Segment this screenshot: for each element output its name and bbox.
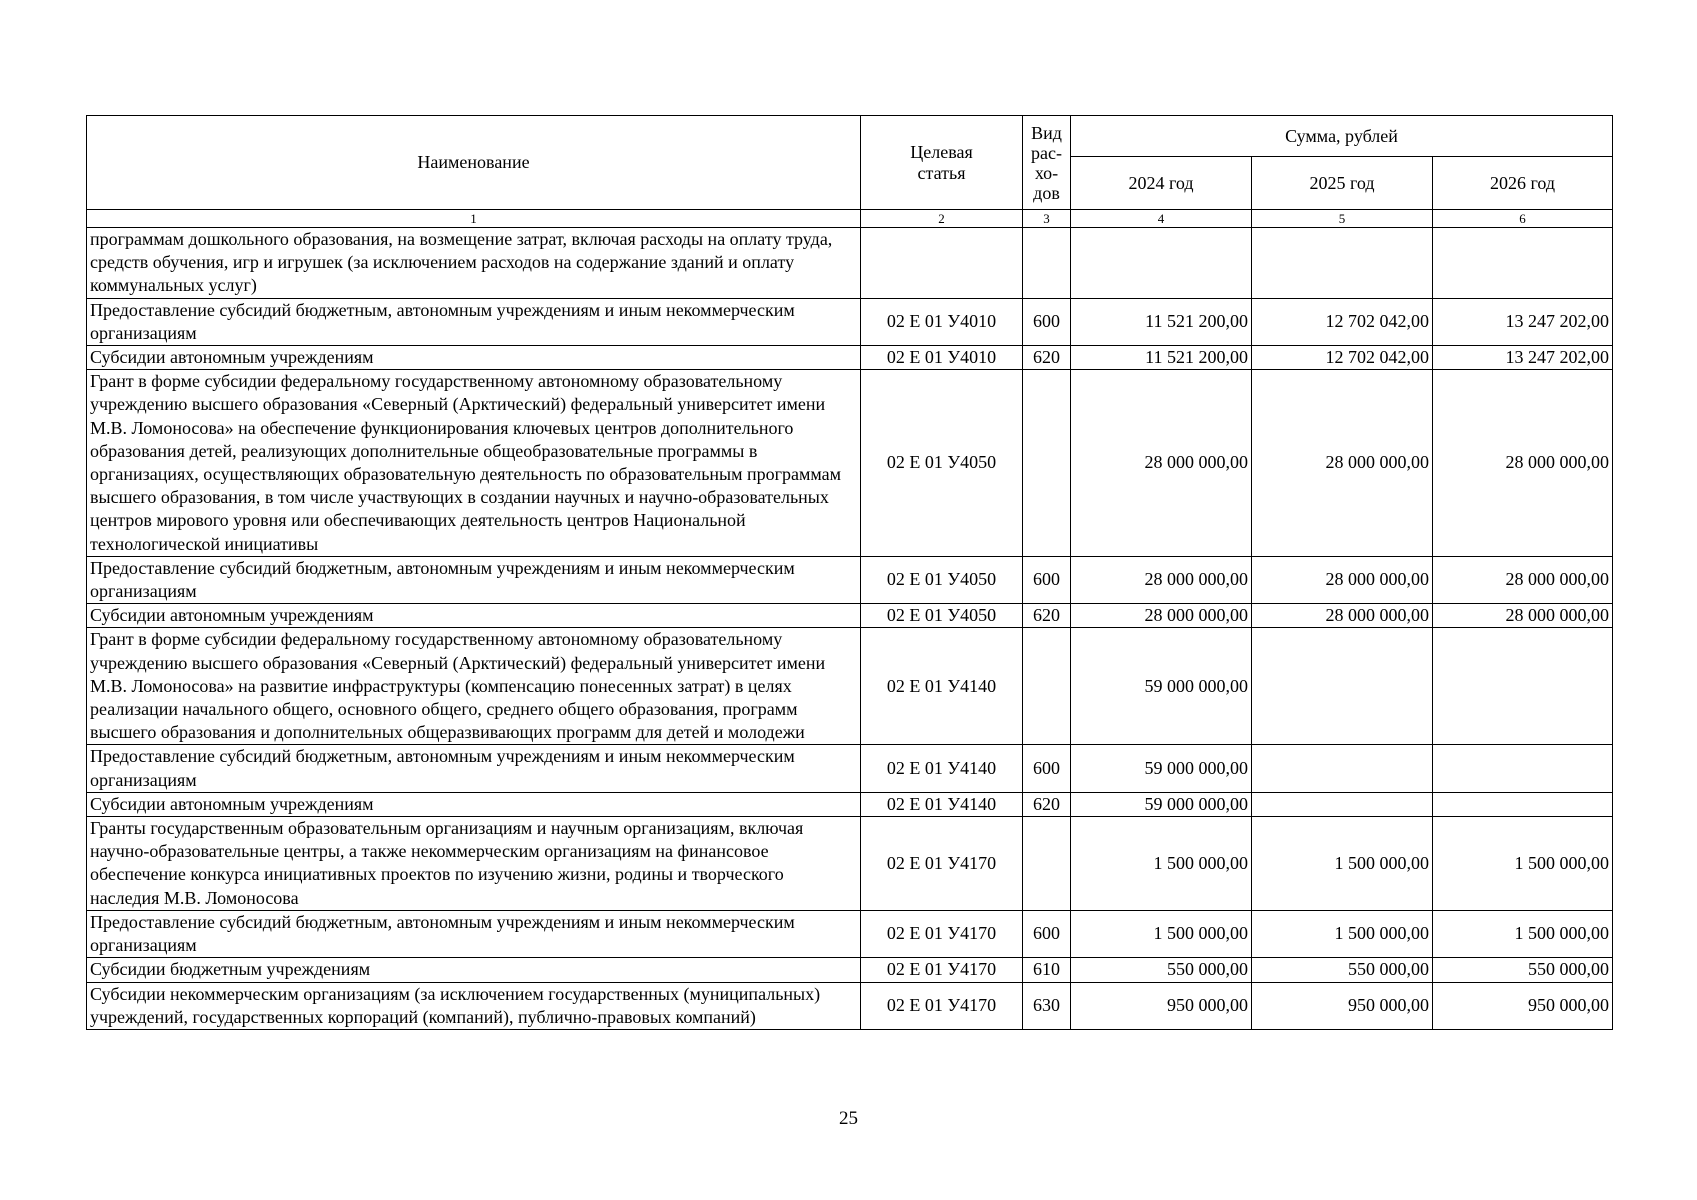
row-expense-type <box>1023 817 1071 911</box>
row-amount-2025 <box>1252 628 1433 745</box>
row-expense-type <box>1023 628 1071 745</box>
row-target-article: 02 Е 01 У4170 <box>861 817 1023 911</box>
row-amount-2024: 950 000,00 <box>1071 982 1252 1029</box>
row-amount-2024: 59 000 000,00 <box>1071 745 1252 792</box>
row-amount-2024: 11 521 200,00 <box>1071 346 1252 370</box>
row-amount-2025: 28 000 000,00 <box>1252 370 1433 557</box>
header-year-2026: 2026 год <box>1433 157 1613 210</box>
row-amount-2024: 1 500 000,00 <box>1071 910 1252 957</box>
row-amount-2026: 950 000,00 <box>1433 982 1613 1029</box>
row-amount-2026: 13 247 202,00 <box>1433 346 1613 370</box>
table-row <box>87 817 1613 911</box>
row-expense-type: 600 <box>1023 556 1071 603</box>
table-row <box>87 910 1613 957</box>
row-amount-2026 <box>1433 745 1613 792</box>
row-amount-2026: 28 000 000,00 <box>1433 556 1613 603</box>
row-target-article: 02 Е 01 У4140 <box>861 745 1023 792</box>
row-expense-type: 630 <box>1023 982 1071 1029</box>
row-name: Субсидии бюджетным учреждениям <box>87 958 861 982</box>
row-amount-2026 <box>1433 792 1613 816</box>
table-row <box>87 958 1613 982</box>
table-row <box>87 628 1613 745</box>
row-name: Субсидии некоммерческим организациям (за исключением государственных (муниципальных) учреждений, государственных корпораций (компаний), публично-правовых компаний) <box>87 982 861 1029</box>
header-expense-type <box>1023 116 1071 210</box>
page-number: 25 <box>839 1108 858 1129</box>
row-name: Предоставление субсидий бюджетным, автономным учреждениям и иным некоммерческим организациям <box>87 556 861 603</box>
row-expense-type: 610 <box>1023 958 1071 982</box>
table-body <box>87 210 1613 1030</box>
row-amount-2024: 11 521 200,00 <box>1071 298 1252 345</box>
row-amount-2025: 550 000,00 <box>1252 958 1433 982</box>
row-name: программам дошкольного образования, на возмещение затрат, включая расходы на оплату труда, средств обучения, игр и игрушек (за исключением расходов на содержание зданий и оплату коммунальных услуг) <box>87 228 861 299</box>
row-amount-2024: 28 000 000,00 <box>1071 556 1252 603</box>
row-name: Субсидии автономным учреждениям <box>87 346 861 370</box>
row-amount-2025: 28 000 000,00 <box>1252 604 1433 628</box>
column-number: 5 <box>1252 210 1433 228</box>
row-amount-2025 <box>1252 228 1433 299</box>
row-amount-2025 <box>1252 792 1433 816</box>
row-amount-2024: 550 000,00 <box>1071 958 1252 982</box>
row-amount-2025: 12 702 042,00 <box>1252 346 1433 370</box>
row-expense-type: 620 <box>1023 792 1071 816</box>
header-target-article-text: Целевая статья <box>910 141 973 183</box>
row-name: Предоставление субсидий бюджетным, автономным учреждениям и иным некоммерческим организациям <box>87 745 861 792</box>
row-target-article: 02 Е 01 У4140 <box>861 792 1023 816</box>
row-name: Предоставление субсидий бюджетным, автономным учреждениям и иным некоммерческим организациям <box>87 910 861 957</box>
row-expense-type <box>1023 370 1071 557</box>
header-expense-type-text: Вид рас- хо- дов <box>1031 122 1062 203</box>
table-row <box>87 604 1613 628</box>
row-target-article: 02 Е 01 У4170 <box>861 958 1023 982</box>
row-expense-type <box>1023 228 1071 299</box>
header-name: Наименование <box>87 116 861 210</box>
column-number: 6 <box>1433 210 1613 228</box>
row-amount-2024: 59 000 000,00 <box>1071 628 1252 745</box>
row-amount-2025: 1 500 000,00 <box>1252 910 1433 957</box>
header-sum: Сумма, рублей <box>1071 116 1613 157</box>
column-number: 4 <box>1071 210 1252 228</box>
row-amount-2025: 950 000,00 <box>1252 982 1433 1029</box>
row-amount-2024: 59 000 000,00 <box>1071 792 1252 816</box>
row-amount-2026: 13 247 202,00 <box>1433 298 1613 345</box>
row-amount-2025: 1 500 000,00 <box>1252 817 1433 911</box>
row-amount-2026 <box>1433 628 1613 745</box>
row-amount-2024: 28 000 000,00 <box>1071 370 1252 557</box>
row-target-article: 02 Е 01 У4140 <box>861 628 1023 745</box>
row-expense-type: 600 <box>1023 910 1071 957</box>
row-amount-2026: 28 000 000,00 <box>1433 370 1613 557</box>
header-year-2024: 2024 год <box>1071 157 1252 210</box>
row-target-article: 02 Е 01 У4170 <box>861 982 1023 1029</box>
row-amount-2025: 12 702 042,00 <box>1252 298 1433 345</box>
row-amount-2026: 550 000,00 <box>1433 958 1613 982</box>
column-number: 1 <box>87 210 861 228</box>
table-row <box>87 228 1613 299</box>
table-row <box>87 792 1613 816</box>
row-name: Субсидии автономным учреждениям <box>87 604 861 628</box>
table-row <box>87 982 1613 1029</box>
row-amount-2025: 28 000 000,00 <box>1252 556 1433 603</box>
row-name: Грант в форме субсидии федеральному государственному автономному образовательному учреждению высшего образования «Северный (Арктический) федеральный университет имени М.В. Ломоносова» на развитие инфраструктуры (компенсацию понесенных затрат) в целях реализации начального общего, основного общего, среднего общего образования, программ высшего образования и дополнительных общеразвивающих программ для детей и молодежи <box>87 628 861 745</box>
row-amount-2026: 1 500 000,00 <box>1433 910 1613 957</box>
table-row <box>87 556 1613 603</box>
table-row <box>87 370 1613 557</box>
table-row <box>87 346 1613 370</box>
row-amount-2024: 28 000 000,00 <box>1071 604 1252 628</box>
row-amount-2026: 28 000 000,00 <box>1433 604 1613 628</box>
table-row <box>87 745 1613 792</box>
table-row <box>87 298 1613 345</box>
row-name: Гранты государственным образовательным организациям и научным организациям, включая научно-образовательные центры, а также некоммерческим организациям на финансовое обеспечение конкурса инициативных проектов по изучению жизни, родины и творческого наследия М.В. Ломоносова <box>87 817 861 911</box>
row-name: Субсидии автономным учреждениям <box>87 792 861 816</box>
row-amount-2024: 1 500 000,00 <box>1071 817 1252 911</box>
header-year-2025: 2025 год <box>1252 157 1433 210</box>
row-expense-type: 600 <box>1023 745 1071 792</box>
row-amount-2024 <box>1071 228 1252 299</box>
column-number-row <box>87 210 1613 228</box>
row-target-article: 02 Е 01 У4010 <box>861 298 1023 345</box>
row-target-article: 02 Е 01 У4050 <box>861 370 1023 557</box>
column-number: 2 <box>861 210 1023 228</box>
row-target-article <box>861 228 1023 299</box>
row-expense-type: 620 <box>1023 604 1071 628</box>
row-amount-2026 <box>1433 228 1613 299</box>
row-name: Грант в форме субсидии федеральному государственному автономному образовательному учреждению высшего образования «Северный (Арктический) федеральный университет имени М.В. Ломоносова» на обеспечение функционирования ключевых центров дополнительного образования детей, реализующих дополнительные общеобразовательные программы в организациях, осуществляющих образовательную деятельность по образовательным программам высшего образования, в том числе участвующих в создании научных и научно-образовательных центров мирового уровня или обеспечивающих деятельность центров Национальной технологической инициативы <box>87 370 861 557</box>
row-expense-type: 620 <box>1023 346 1071 370</box>
row-target-article: 02 Е 01 У4010 <box>861 346 1023 370</box>
row-target-article: 02 Е 01 У4170 <box>861 910 1023 957</box>
row-target-article: 02 Е 01 У4050 <box>861 556 1023 603</box>
row-amount-2025 <box>1252 745 1433 792</box>
column-number: 3 <box>1023 210 1071 228</box>
row-name: Предоставление субсидий бюджетным, автономным учреждениям и иным некоммерческим организациям <box>87 298 861 345</box>
row-amount-2026: 1 500 000,00 <box>1433 817 1613 911</box>
header-target-article <box>861 116 1023 210</box>
row-expense-type: 600 <box>1023 298 1071 345</box>
row-target-article: 02 Е 01 У4050 <box>861 604 1023 628</box>
budget-table <box>86 115 1613 1030</box>
